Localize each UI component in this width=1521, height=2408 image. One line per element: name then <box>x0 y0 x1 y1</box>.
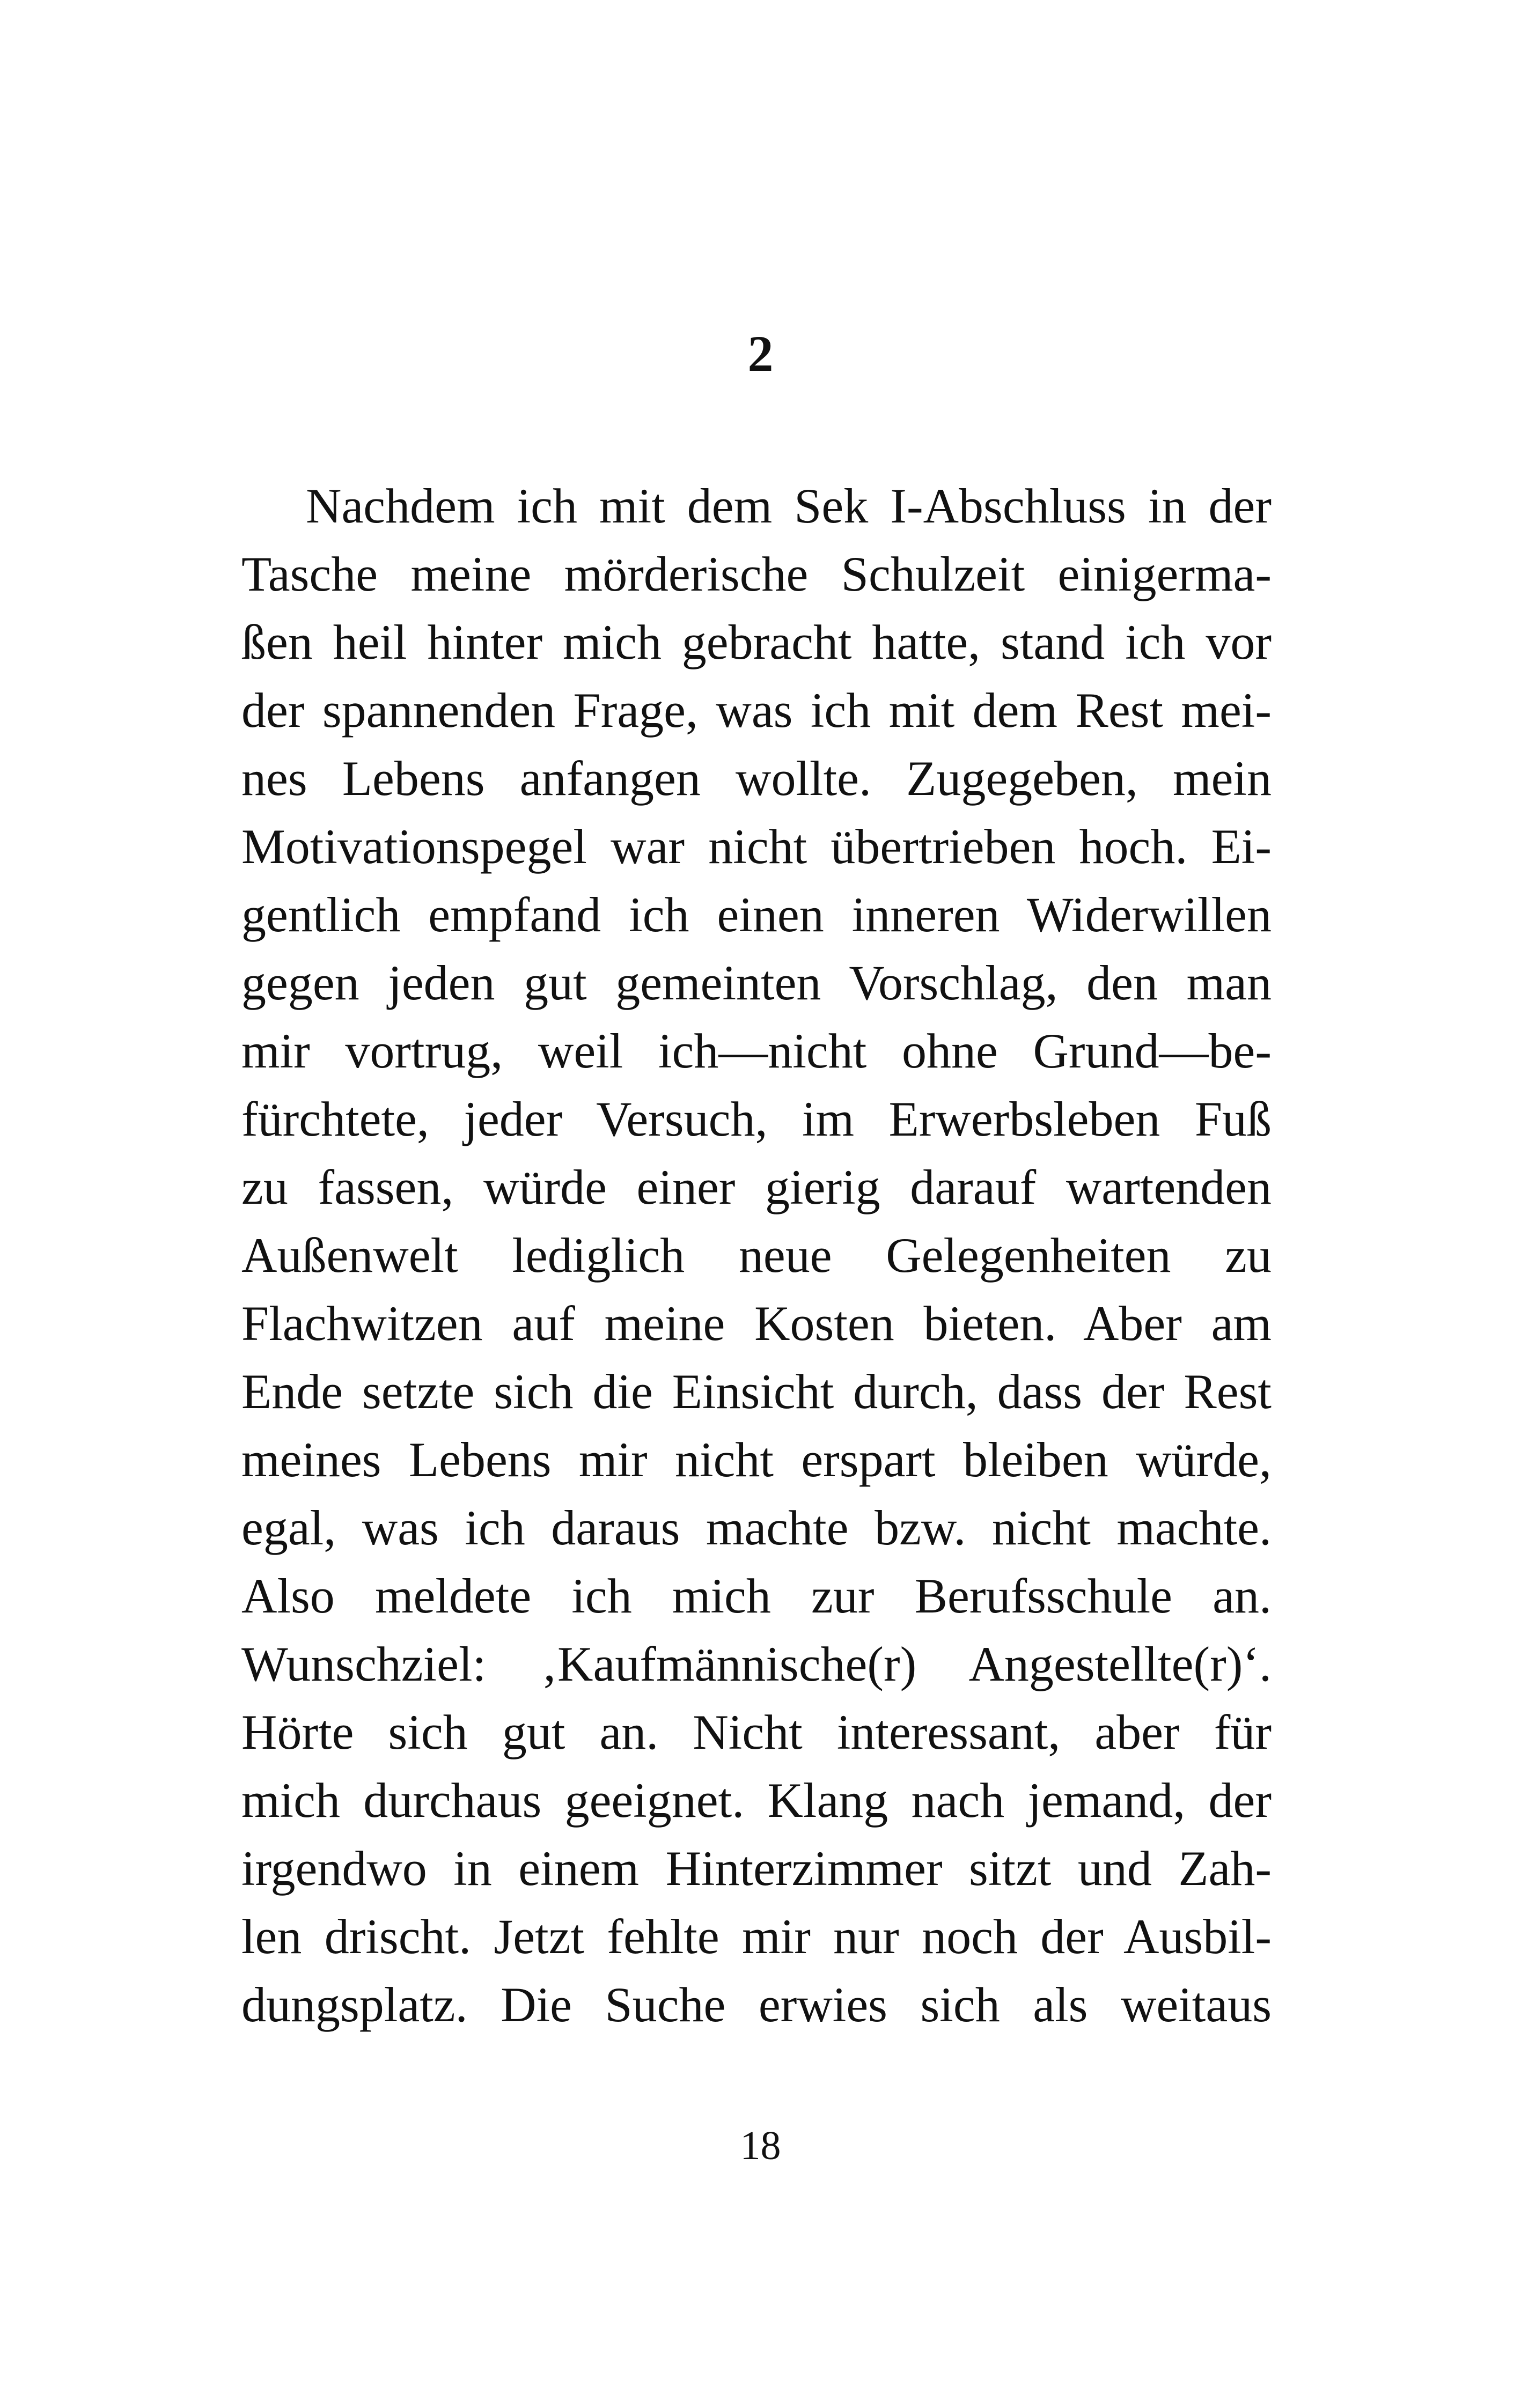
text-line: der spannenden Frage, was ich mit dem Rest mei- <box>241 683 1272 738</box>
text-line: Hörte sich gut an. Nicht interessant, aber für <box>241 1705 1272 1759</box>
text-line: Flachwitzen auf meine Kosten bieten. Aber am <box>241 1296 1272 1351</box>
page-number: 18 <box>740 2123 781 2168</box>
text-line: Außenwelt lediglich neue Gelegenheiten zu <box>241 1228 1272 1283</box>
text-line: len drischt. Jetzt fehlte mir nur noch der Ausbil- <box>241 1909 1272 1964</box>
text-line: zu fassen, würde einer gierig darauf wartenden <box>241 1160 1272 1214</box>
text-line: dungsplatz. Die Suche erwies sich als weitaus <box>241 1977 1272 2032</box>
text-line: Motivationspegel war nicht übertrieben hoch. Ei- <box>241 819 1272 874</box>
text-line: gegen jeden gut gemeinten Vorschlag, den man <box>241 955 1272 1010</box>
text-line: mir vortrug, weil ich—nicht ohne Grund—be- <box>241 1023 1272 1078</box>
text-line: gentlich empfand ich einen inneren Widerwillen <box>241 887 1272 942</box>
chapter-number: 2 <box>747 325 774 382</box>
text-line: Also meldete ich mich zur Berufsschule an. <box>241 1568 1272 1623</box>
text-line: Tasche meine mörderische Schulzeit einigerma- <box>241 547 1272 601</box>
body-paragraph <box>241 472 1272 2039</box>
text-line: Nachdem ich mit dem Sek I-Abschluss in der <box>306 478 1272 533</box>
text-line: mich durchaus geeignet. Klang nach jemand, der <box>241 1773 1272 1828</box>
text-line: ßen heil hinter mich gebracht hatte, stand ich vor <box>241 615 1272 669</box>
text-line: egal, was ich daraus machte bzw. nicht machte. <box>241 1500 1272 1555</box>
text-line: Ende setzte sich die Einsicht durch, dass der Rest <box>241 1364 1272 1419</box>
text-line: fürchtete, jeder Versuch, im Erwerbsleben Fuß <box>241 1092 1272 1146</box>
text-line: irgendwo in einem Hinterzimmer sitzt und Zah- <box>241 1841 1272 1896</box>
text-line: meines Lebens mir nicht erspart bleiben würde, <box>241 1432 1272 1487</box>
text-line: Wunschziel: ‚Kaufmännische(r) Angestellte(r)‘. <box>241 1637 1272 1691</box>
text-line: nes Lebens anfangen wollte. Zugegeben, mein <box>241 751 1272 806</box>
